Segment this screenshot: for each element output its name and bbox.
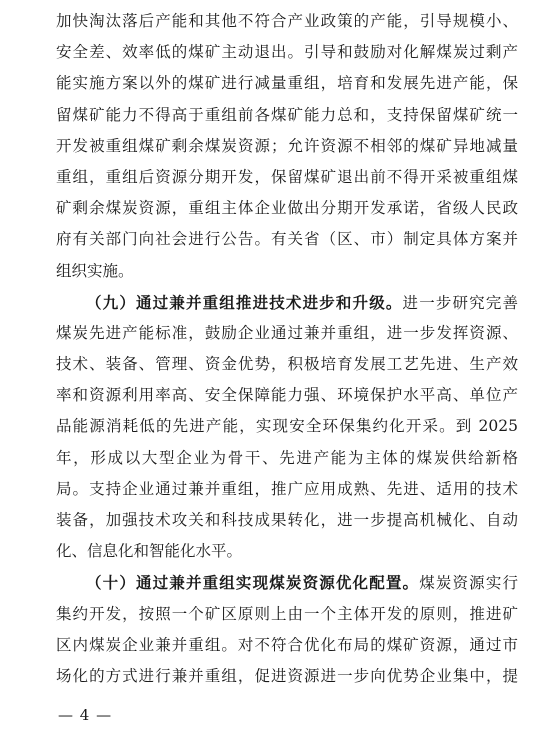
paragraph-2-line: 局。支持企业通过兼并重组，推广应用成熟、先进、适用的技术 (56, 479, 518, 498)
paragraph-1 (56, 6, 518, 287)
paragraph-1-line: 开发被重组煤矿剩余煤炭资源；允许资源不相邻的煤矿异地减量 (56, 136, 518, 155)
paragraph-1-line: 重组，重组后资源分期开发，保留煤矿退出前不得开采被重组煤 (56, 167, 518, 186)
paragraph-1-line: 府有关部门向社会进行公告。有关省（区、市）制定具体方案并 (56, 230, 518, 249)
paragraph-3-line: 区内煤炭企业兼并重组。对不符合优化布局的煤矿资源，通过市 (56, 635, 518, 654)
paragraph-2-line: 煤炭先进产能标准，鼓励企业通过兼并重组，进一步发挥资源、 (56, 323, 518, 342)
paragraph-2-line: 年，形成以大型企业为骨干、先进产能为主体的煤炭供给新格 (56, 448, 518, 467)
document-page (56, 6, 518, 692)
paragraph-2-line: 率和资源利用率高、安全保障能力强、环境保护水平高、单位产 (56, 386, 518, 405)
paragraph-2-first-line (56, 287, 518, 318)
paragraph-1-line: 安全差、效率低的煤矿主动退出。引导和鼓励对化解煤炭过剩产 (56, 43, 518, 62)
paragraph-2-line: 品能源消耗低的先进产能，实现安全环保集约化开采。到 2025 (56, 417, 518, 436)
paragraph-2-line: 化、信息化和智能化水平。 (56, 542, 243, 561)
paragraph-2-line: 技术、装备、管理、资金优势，积极培育发展工艺先进、生产效 (56, 355, 518, 374)
paragraph-1-line: 组织实施。 (56, 261, 134, 280)
section-heading-10: （十）通过兼并重组实现煤炭资源优化配置。 (86, 573, 420, 593)
paragraph-3-first-line (56, 567, 518, 598)
paragraph-1-line: 加快淘汰落后产能和其他不符合产业政策的产能，引导规模小、 (56, 12, 518, 30)
section-heading-9: （九）通过兼并重组推进技术进步和升级。 (86, 292, 403, 312)
paragraph-2-first-line-text: 进一步研究完善 (402, 293, 518, 312)
paragraph-3-line: 集约开发，按照一个矿区原则上由一个主体开发的原则，推进矿 (56, 604, 518, 623)
paragraph-1-line: 矿剩余煤炭资源，重组主体企业做出分期开发承诺，省级人民政 (56, 199, 518, 218)
paragraph-2 (56, 287, 518, 568)
paragraph-3 (56, 567, 518, 692)
paragraph-3-first-line-text: 煤炭资源实行 (419, 574, 518, 593)
page-number: — 4 — (58, 706, 113, 724)
paragraph-2-line: 装备，加强技术攻关和科技成果转化，进一步提高机械化、自动 (56, 511, 518, 529)
paragraph-3-line: 场化的方式进行兼并重组，促进资源进一步向优势企业集中，提 (56, 666, 518, 685)
paragraph-1-line: 留煤矿能力不得高于重组前各煤矿能力总和，支持保留煤矿统一 (56, 105, 518, 124)
paragraph-1-line: 能实施方案以外的煤矿进行减量重组，培育和发展先进产能，保 (56, 74, 518, 93)
